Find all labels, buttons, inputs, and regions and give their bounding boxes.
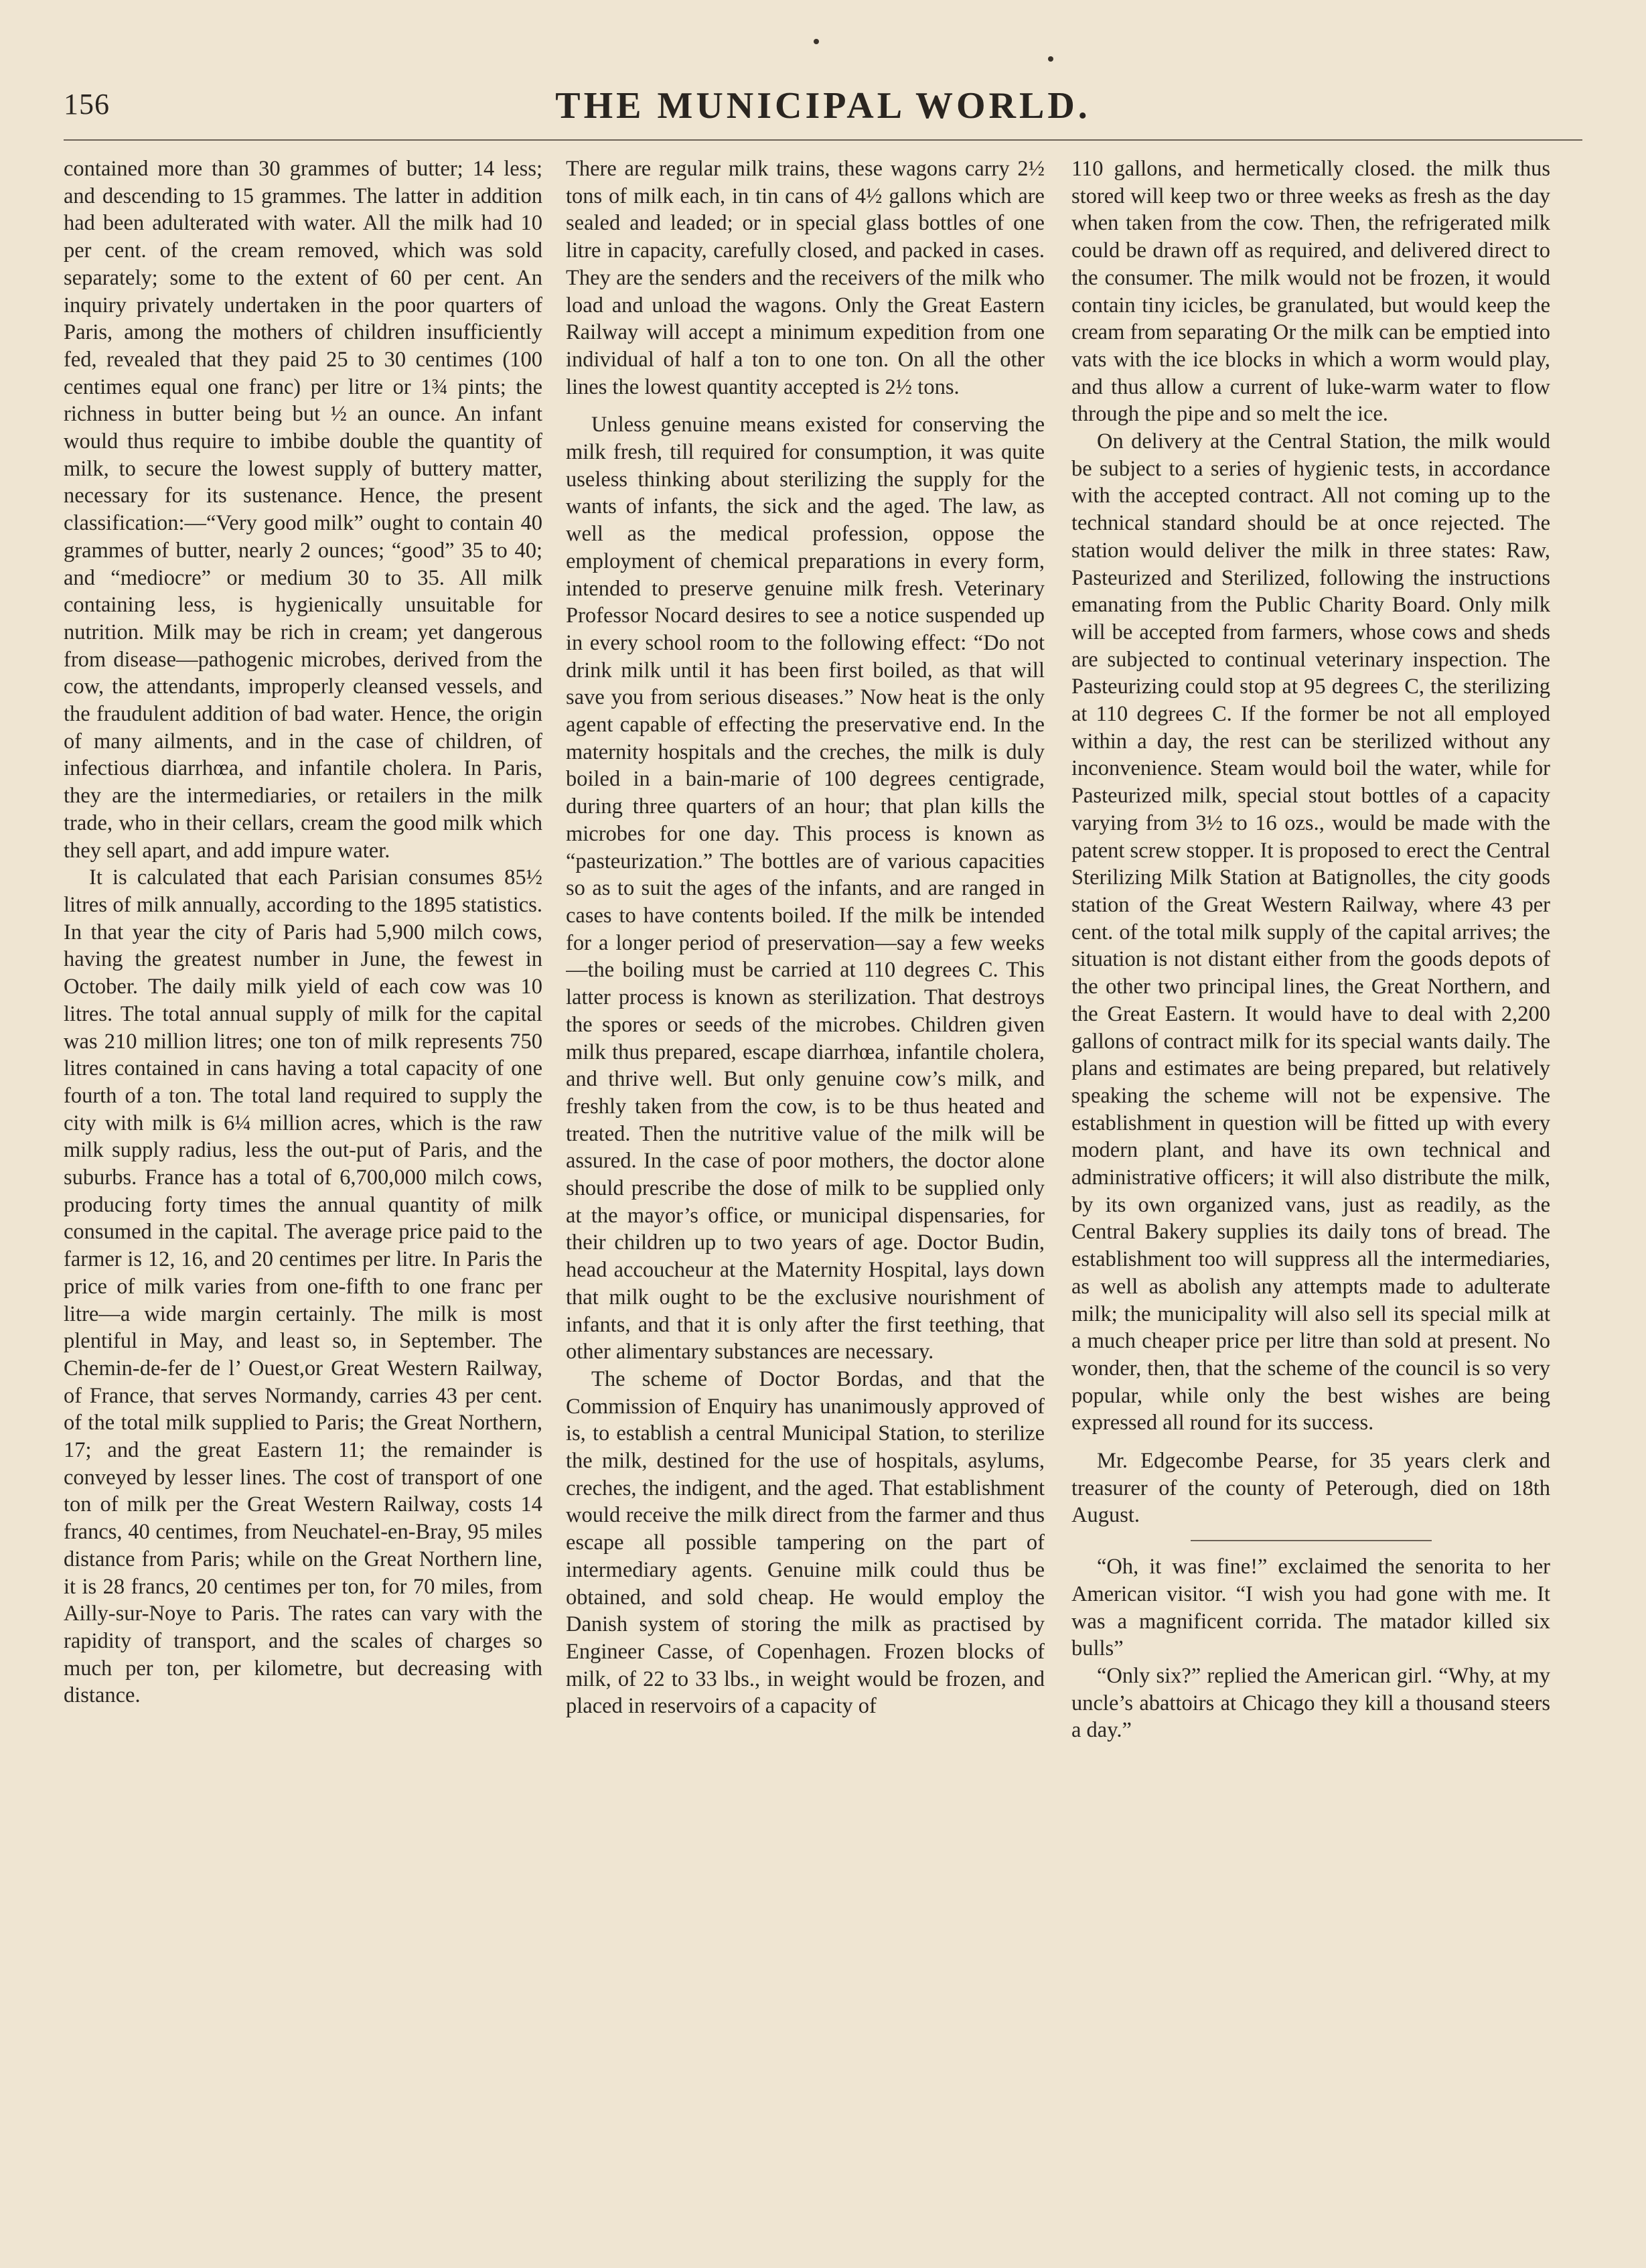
anecdote-paragraph: “Oh, it was fine!” exclaimed the senorita to her American visitor. “I wish you had gone with me. It was a magnificent corrida. The matador killed six bulls” — [1071, 1555, 1550, 1661]
masthead-title: THE MUNICIPAL WORLD. — [555, 85, 1091, 127]
print-speck — [814, 39, 819, 44]
column-3 — [1071, 155, 1550, 2218]
paragraph: It is calculated that each Parisian consumes 85½ litres of milk annually, according to the 1895 statistics. In that year the city of Paris had 5,900 milch cows, having the greatest number in June, the fewest in October. The daily milk yield of each cow was 10 litres. The total annual supply of milk for the capital was 210 million litres; one ton of milk represents 750 litres contained in cans having a total capacity of one fourth of a ton. The total land required to supply the city with milk is 6¼ million acres, which is the raw milk supply radius, less the out-put of Paris, and the suburbs. France has a total of 6,700,000 milch cows, producing forty times the annual quantity of milk consumed in the capital. The average price paid to the farmer is 12, 16, and 20 centimes per litre. In Paris the price of milk varies from one-fifth to one franc per litre—a wide margin certainly. The milk is most plentiful in May, and least so, in September. The Chemin-de-fer de l’ Ouest,or Great Western Railway, of France, that serves Normandy, carries 43 per cent. of the total milk supplied to Paris; the Great Northern, 17; and the great Eastern 11; the remainder is conveyed by lesser lines. The cost of transport of one ton of milk per the Great Western Railway, costs 14 francs, 40 centimes, from Neuchatel-en-Bray, 95 miles distance from Paris; while on the Great Northern line, it is 28 francs, 20 centimes per ton, for 70 miles, from Ailly-sur-Noye to Paris. The rates can vary with the rapidity of transport, and the scales of charges so much per ton, per kilometre, but decreasing with distance. — [64, 865, 542, 1708]
section-divider — [1191, 1540, 1432, 1541]
print-speck — [1048, 56, 1053, 62]
paragraph: Unless genuine means existed for conserving the milk fresh, till required for consumption, it was quite useless thinking about sterilizing the supply for the wants of infants, the sick and the aged. The law, as well as the medical profession, oppose the employment of chemical preparations in every form, intended to preserve genuine milk fresh. Veterinary Professor Nocard desires to see a notice suspended up in every school room to the following effect: “Do not drink milk until it has been first boiled, as that will save you from serious diseases.” Now heat is the only agent capable of effecting the preservative end. In the maternity hospitals and the creches, the milk is duly boiled in a bain-marie of 100 degrees centigrade, during three quarters of an hour; that plan kills the microbes for one day. This process is known as “pasteurization.” The bottles are of various capacities so as to suit the ages of the infants, and are ranged in cases to have contents boiled. If the milk be intended for a longer period of preservation—say a few weeks—the boiling must be carried at 110 degrees C. This latter process is known as sterilization. That destroys the spores or seeds of the microbes. Children given milk thus prepared, escape diarrhœa, infantile cholera, and thrive well. But only genuine cow’s milk, and freshly taken from the cow, is to be thus heated and treated. Then the nutritive value of the milk will be assured. In the case of poor mothers, the doctor alone should prescribe the dose of milk to be supplied only at the mayor’s office, or municipal dispensaries, for their children up to two years of age. Doctor Budin, head accoucheur at the Maternity Hospital, lays down that milk ought to be the exclusive nourishment of infants, and that it is only after the first teething, that other alimentary substances are necessary. — [566, 413, 1045, 1364]
paragraph: 110 gallons, and hermetically closed. the milk thus stored will keep two or three weeks as fresh as the day when taken from the cow. Then, the refrigerated milk could be drawn off as required, and delivered direct to the consumer. The milk would not be frozen, it would contain tiny icicles, be granulated, but would keep the cream from separating Or the milk can be emptied into vats with the ice blocks in which a worm would play, and thus allow a current of luke-warm water to flow through the pipe and so melt the ice. — [1071, 157, 1550, 427]
paragraph: The scheme of Doctor Bordas, and that the Commission of Enquiry has unanimously approved of is, to establish a central Municipal Station, to sterilize the milk, destined for the use of hospitals, asylums, creches, the indigent, and the aged. That establishment would receive the milk direct from the farmer and thus escape all possible tampering on the part of intermediary agents. Genuine milk could thus be obtained, and sold cheap. He would employ the Danish system of storing the milk as practised by Engineer Casse, of Copenhagen. Frozen blocks of milk, of 22 to 33 lbs., in weight would be frozen, and placed in reservoirs of a capacity of — [566, 1366, 1045, 1719]
page-header — [64, 80, 1582, 134]
column-2 — [566, 155, 1045, 2218]
header-rule — [64, 139, 1582, 141]
paragraph: On delivery at the Central Station, the milk would be subject to a series of hygienic tests, in accordance with the accepted contract. All not coming up to the technical standard should be at once rejected. The station would deliver the milk in three states: Raw, Pasteurized and Sterilized, following the instructions emanating from the Public Charity Board. Only milk will be accepted from farmers, whose cows and sheds are subjected to continual veterinary inspection. The Pasteurizing could stop at 95 degrees C, the sterilizing at 110 degrees C. If the former be not all employed within a day, the rest can be sterilized without any inconvenience. Steam would boil the water, while for Pasteurized milk, special stout bottles of a capacity varying from 3½ to 16 ozs., would be made with the patent screw stopper. It is proposed to erect the Central Sterilizing Milk Station at Batignolles, the city goods station of the Great Western Railway, where 43 per cent. of the total milk supply of the capital arrives; the situation is not distant either from the goods depots of the other two principal lines, the Great Northern, and the Great Eastern. It would have to deal with 2,200 gallons of contract milk for its special wants daily. The plans and estimates are being prepared, but relatively speaking the scheme will not be expensive. The establishment in question will be fitted up with every modern plant, and have its own technical and administrative officers; it will also distribute the milk, by its own organized vans, just as readily, as the Central Bakery supplies its daily tons of bread. The establishment too will suppress all the intermediaries, as well as abolish any attempts made to adulterate milk; the municipality will also sell its special milk at a much cheaper price per litre than sold at present. No wonder, then, that the scheme of the council is so very popular, while only the best wishes are being expressed all round for its success. — [1071, 429, 1550, 1435]
obituary-notice: Mr. Edgecombe Pearse, for 35 years clerk and treasurer of the county of Peterough, died on 18th August. — [1071, 1449, 1550, 1528]
anecdote-paragraph: “Only six?” replied the American girl. “Why, at my uncle’s abattoirs at Chicago they kill a thousand steers a day.” — [1071, 1663, 1550, 1743]
paragraph: contained more than 30 grammes of butter; 14 less; and descending to 15 grammes. The latter in addition had been adulterated with water. All the milk had 10 per cent. of the cream removed, which was sold separately; some to the extent of 60 per cent. An inquiry privately undertaken in the poor quarters of Paris, among the mothers of children insufficiently fed, revealed that they paid 25 to 30 centimes (100 centimes equal one franc) per litre or 1¾ pints; the richness in butter being but ½ an ounce. An infant would thus require to imbibe double the quantity of milk, to secure the lowest supply of buttery matter, necessary for its sustenance. Hence, the present classification:—“Very good milk” ought to contain 40 grammes of butter, nearly 2 ounces; “good” 35 to 40; and “mediocre” or medium 30 to 35. All milk containing less, is hygienically unsuitable for nutrition. Milk may be rich in cream; yet dangerous from disease—pathogenic microbes, derived from the cow, the attendants, improperly cleansed vessels, and the fraudulent addition of bad water. Hence, the origin of many ailments, and in the case of children, of infectious diarrhœa, and infantile cholera. In Paris, they are the intermediaries, or retailers in the milk trade, who in their cellars, cream the good milk which they sell apart, and add impure water. — [64, 157, 542, 863]
column-1 — [64, 155, 542, 2218]
paragraph: There are regular milk trains, these wagons carry 2½ tons of milk each, in tin cans of 4½ gallons which are sealed and leaded; or in special glass bottles of one litre in capacity, carefully closed, and packed in cases. They are the senders and the receivers of the milk who load and unload the wagons. Only the Great Eastern Railway will accept a minimum expedition from one individual of half a ton to one ton. On all the other lines the lowest quantity accepted is 2½ tons. — [566, 157, 1045, 399]
page-number: 156 — [64, 88, 110, 121]
article-body — [64, 155, 1587, 2218]
